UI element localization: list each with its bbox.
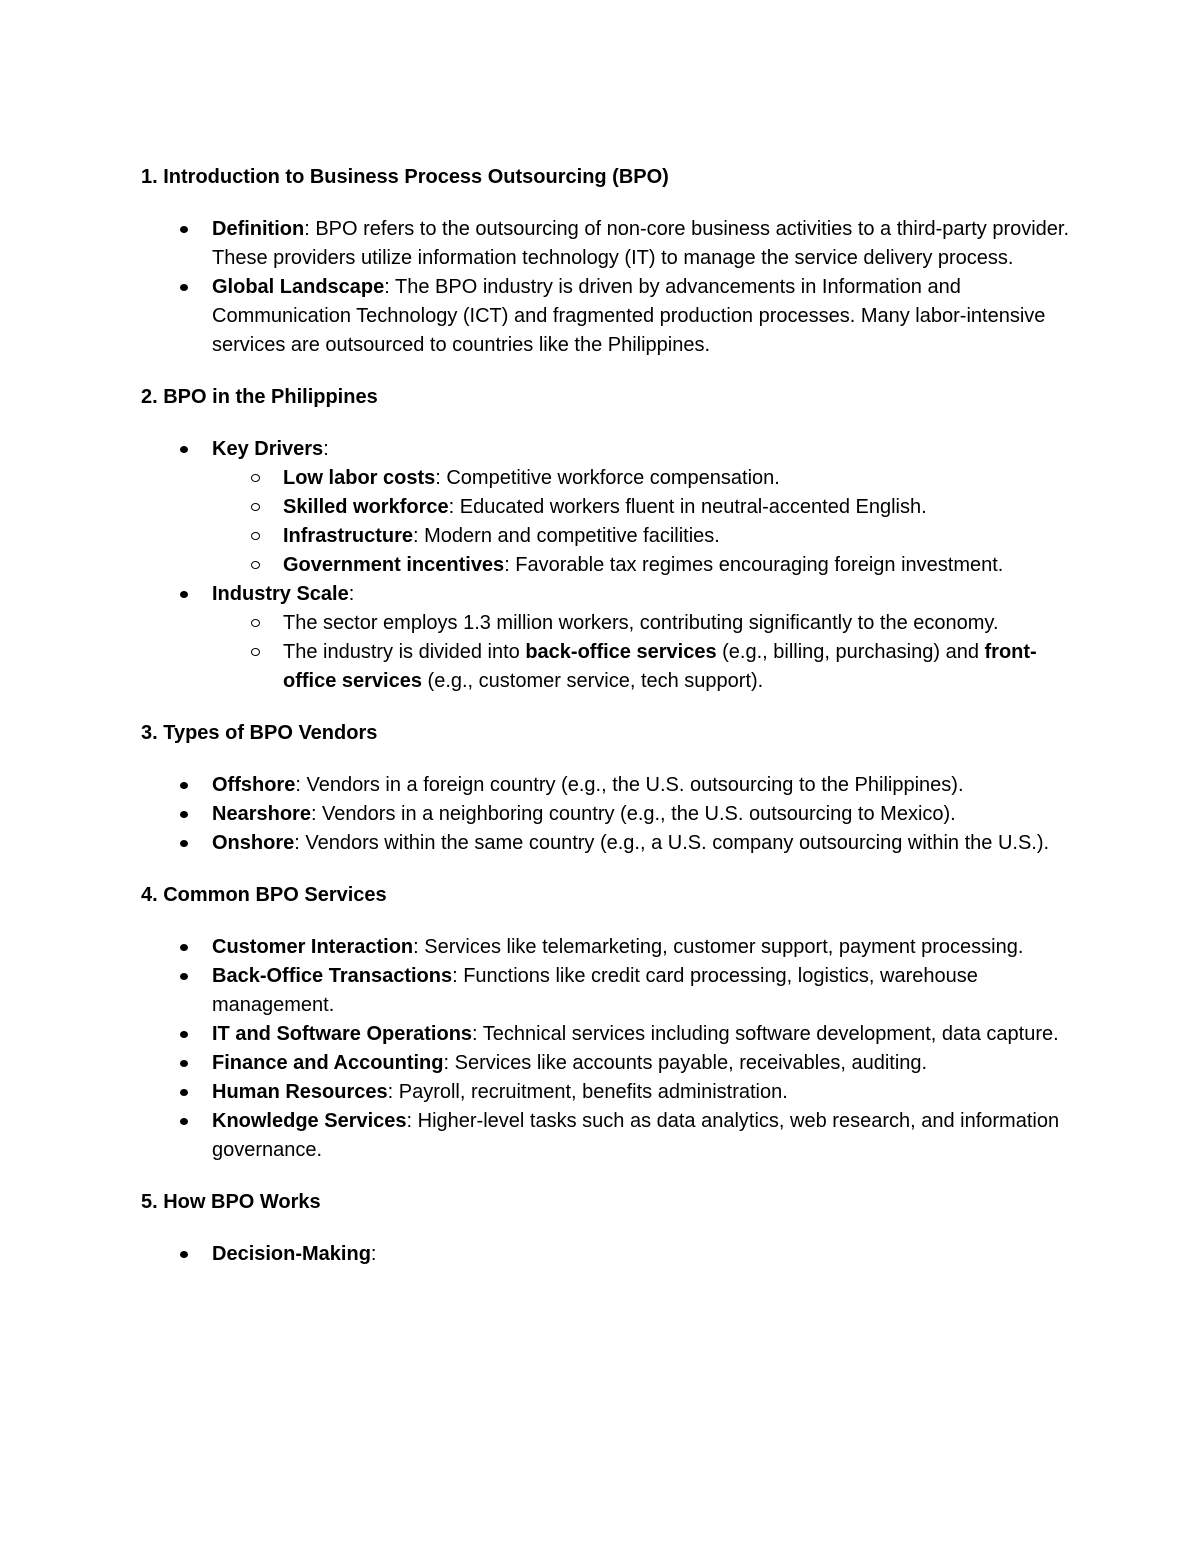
list-item-global-landscape — [141, 273, 1071, 360]
section-heading-vendor-types: 3. Types of BPO Vendors — [141, 722, 378, 744]
list-item-finance-accounting — [141, 1049, 1071, 1078]
bullet-list-bpo-philippines — [141, 435, 1071, 696]
list-item-nearshore — [141, 800, 1071, 829]
term-label: Customer Interaction — [212, 936, 414, 958]
term-description: : BPO refers to the outsourcing of non-core business activities to a third-party provider. These providers utilize information technology (IT) to manage the service delivery process. — [212, 218, 1070, 269]
term-label: Decision-Making — [212, 1243, 371, 1265]
term-front-office: front-office services — [283, 641, 1037, 692]
term-label: Global Landscape — [212, 276, 385, 298]
term-back-office: back-office services — [525, 641, 717, 663]
section-heading-bpo-philippines: 2. BPO in the Philippines — [141, 386, 378, 408]
sub-item-skilled-workforce — [212, 493, 1071, 522]
term-description: : Technical services including software development, data capture. — [472, 1023, 1059, 1045]
term-label: Human Resources — [212, 1081, 388, 1103]
document-body — [141, 163, 1071, 1292]
term-label: Low labor costs — [283, 467, 436, 489]
sub-item-low-labor-costs — [212, 464, 1071, 493]
term-description: : Services like telemarketing, customer support, payment processing. — [413, 936, 1024, 958]
list-item-human-resources — [141, 1078, 1071, 1107]
term-label: Government incentives — [283, 554, 505, 576]
term-label: Knowledge Services — [212, 1110, 407, 1132]
term-description: : The BPO industry is driven by advancements in Information and Communication Technology (ICT) and fragmented production processes. Many labor-intensive services are outsourced to countries like the Philippines. — [212, 276, 1046, 356]
sub-item-industry-division — [212, 638, 1071, 696]
sub-item-text-pre: The industry is divided into — [283, 641, 526, 663]
list-item-industry-scale — [141, 580, 1071, 696]
term-description: : Functions like credit card processing, logistics, warehouse management. — [212, 965, 978, 1016]
bullet-list-common-services — [141, 933, 1071, 1165]
section-heading-common-services: 4. Common BPO Services — [141, 884, 387, 906]
list-item-onshore — [141, 829, 1071, 858]
term-label: Key Drivers — [212, 438, 324, 460]
term-description: : — [348, 583, 355, 605]
term-description: : Payroll, recruitment, benefits administration. — [387, 1081, 788, 1103]
term-label: Onshore — [212, 832, 295, 854]
term-label: Finance and Accounting — [212, 1052, 444, 1074]
term-label: IT and Software Operations — [212, 1023, 473, 1045]
list-item-it-software-operations — [141, 1020, 1071, 1049]
term-label: Skilled workforce — [283, 496, 449, 518]
list-item-definition — [141, 215, 1071, 273]
term-description: : Vendors in a foreign country (e.g., the U.S. outsourcing to the Philippines). — [295, 774, 964, 796]
term-description: : — [370, 1243, 377, 1265]
bullet-list-vendor-types — [141, 771, 1071, 858]
sub-item-infrastructure — [212, 522, 1071, 551]
list-item-decision-making — [141, 1240, 1071, 1269]
list-item-back-office-transactions — [141, 962, 1071, 1020]
term-description: : Higher-level tasks such as data analytics, web research, and information governance. — [212, 1110, 1060, 1161]
term-description: : Educated workers fluent in neutral-accented English. — [448, 496, 927, 518]
list-item-customer-interaction — [141, 933, 1071, 962]
term-description: : Vendors in a neighboring country (e.g., the U.S. outsourcing to Mexico). — [310, 803, 956, 825]
bullet-list-how-bpo-works — [141, 1240, 1071, 1269]
term-label: Industry Scale — [212, 583, 349, 605]
term-description: : — [323, 438, 329, 460]
term-label: Back-Office Transactions — [212, 965, 453, 987]
bullet-list-introduction — [141, 215, 1071, 360]
term-description: : Favorable tax regimes encouraging foreign investment. — [504, 554, 1004, 576]
list-item-key-drivers — [141, 435, 1071, 580]
sub-item-text: The sector employs 1.3 million workers, contributing significantly to the economy. — [283, 612, 999, 634]
term-description: : Vendors within the same country (e.g., a U.S. company outsourcing within the U.S.). — [294, 832, 1050, 854]
sub-item-text-mid: (e.g., billing, purchasing) and — [716, 641, 985, 663]
term-label: Definition — [212, 218, 305, 240]
list-item-knowledge-services — [141, 1107, 1071, 1165]
term-label: Infrastructure — [283, 525, 414, 547]
term-description: : Modern and competitive facilities. — [413, 525, 720, 547]
sub-item-government-incentives — [212, 551, 1071, 580]
sub-item-sector-employment — [212, 609, 1071, 638]
term-label: Offshore — [212, 774, 296, 796]
term-description: : Competitive workforce compensation. — [435, 467, 780, 489]
sub-list-industry-scale — [212, 609, 1071, 696]
sub-list-key-drivers — [212, 464, 1071, 580]
term-label: Nearshore — [212, 803, 311, 825]
list-item-offshore — [141, 771, 1071, 800]
section-heading-how-bpo-works: 5. How BPO Works — [141, 1191, 321, 1213]
sub-item-text-post: (e.g., customer service, tech support). — [421, 670, 764, 692]
section-heading-introduction: 1. Introduction to Business Process Outsourcing (BPO) — [141, 166, 669, 188]
term-description: : Services like accounts payable, receivables, auditing. — [443, 1052, 928, 1074]
